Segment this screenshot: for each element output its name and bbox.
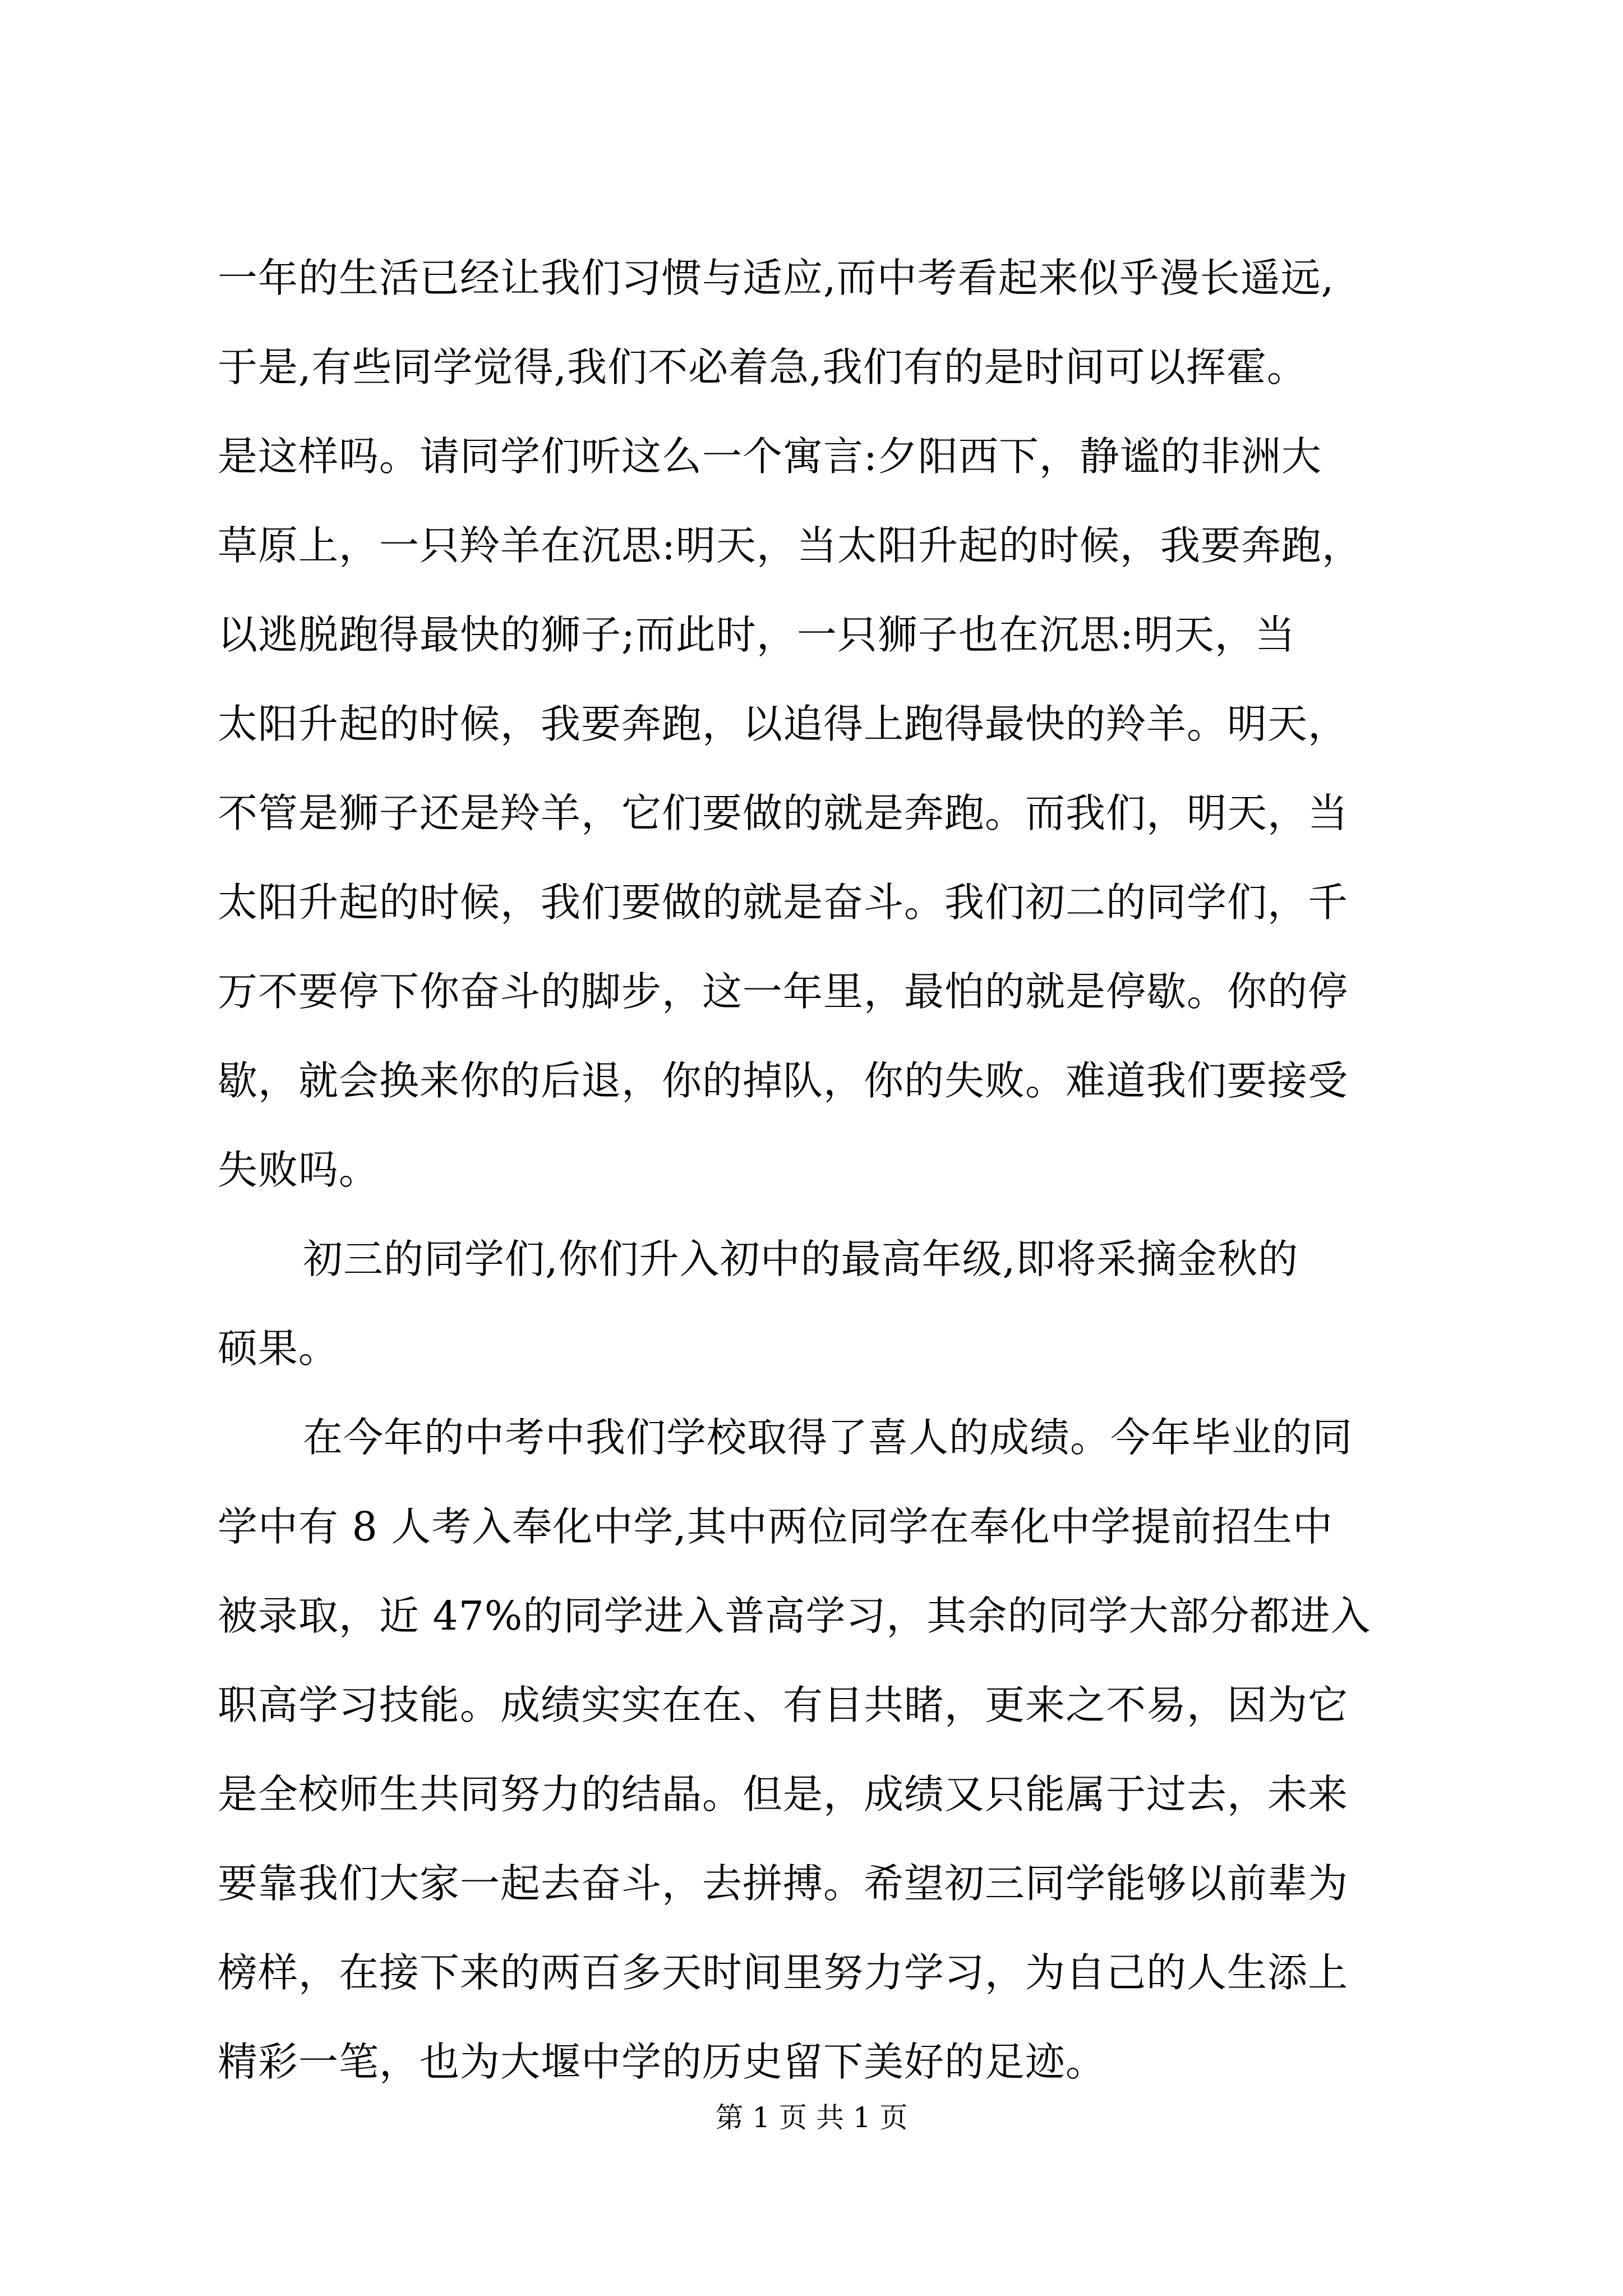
- paragraph: [218, 1237, 1429, 1370]
- text-line: 职高学习技能。成绩实实在在、有目共睹，更来之不易，因为它: [218, 1682, 1349, 1728]
- text-line: 一年的生活已经让我们习惯与适应,而中考看起来似乎漫长遥远,: [218, 255, 1335, 301]
- paragraph: [218, 1416, 1429, 2084]
- text-line: 初三的同学们,你们升入初中的最高年级,即将采摘金秋的: [303, 1236, 1299, 1282]
- text-line: 太阳升起的时候，我要奔跑，以追得上跑得最快的羚羊。明天，: [218, 701, 1349, 747]
- document-body: [218, 256, 1429, 2129]
- text-line: 是这样吗。请同学们听这么一个寓言:夕阳西下，静谧的非洲大: [218, 433, 1322, 480]
- text-line: 以逃脱跑得最快的狮子;而此时，一只狮子也在沉思:明天，当: [218, 611, 1295, 658]
- text-line: 被录取，近 47%的同学进入普高学习，其余的同学大部分都进入: [218, 1593, 1371, 1639]
- page-footer: 第 1 页 共 1 页: [715, 2101, 908, 2134]
- text-line: 榜样，在接下来的两百多天时间里努力学习，为自己的人生添上: [218, 1949, 1349, 1996]
- paragraph: [218, 256, 1429, 1192]
- text-line: 歇，就会换来你的后退，你的掉队，你的失败。难道我们要接受: [218, 1057, 1349, 1104]
- text-line: 在今年的中考中我们学校取得了喜人的成绩。今年毕业的同: [303, 1414, 1353, 1461]
- text-line: 万不要停下你奋斗的脚步，这一年里，最怕的就是停歇。你的停: [218, 968, 1349, 1015]
- text-line: 失败吗。: [218, 1147, 380, 1193]
- text-line: 太阳升起的时候，我们要做的就是奋斗。我们初二的同学们，千: [218, 879, 1349, 926]
- text-line: 要靠我们大家一起去奋斗，去拼搏。希望初三同学能够以前辈为: [218, 1860, 1349, 1907]
- text-line: 学中有 8 人考入奉化中学,其中两位同学在奉化中学提前招生中: [218, 1503, 1333, 1550]
- text-line: 于是,有些同学觉得,我们不必着急,我们有的是时间可以挥霍。: [218, 344, 1307, 390]
- text-line: 草原上，一只羚羊在沉思:明天，当太阳升起的时候，我要奔跑，: [218, 522, 1362, 569]
- text-line: 精彩一笔，也为大堰中学的历史留下美好的足迹。: [218, 2039, 1106, 2085]
- text-line: 硕果。: [218, 1325, 339, 1372]
- text-line: 是全校师生共同努力的结晶。但是，成绩又只能属于过去，未来: [218, 1771, 1349, 1818]
- text-line: 不管是狮子还是羚羊，它们要做的就是奔跑。而我们，明天，当: [218, 790, 1349, 836]
